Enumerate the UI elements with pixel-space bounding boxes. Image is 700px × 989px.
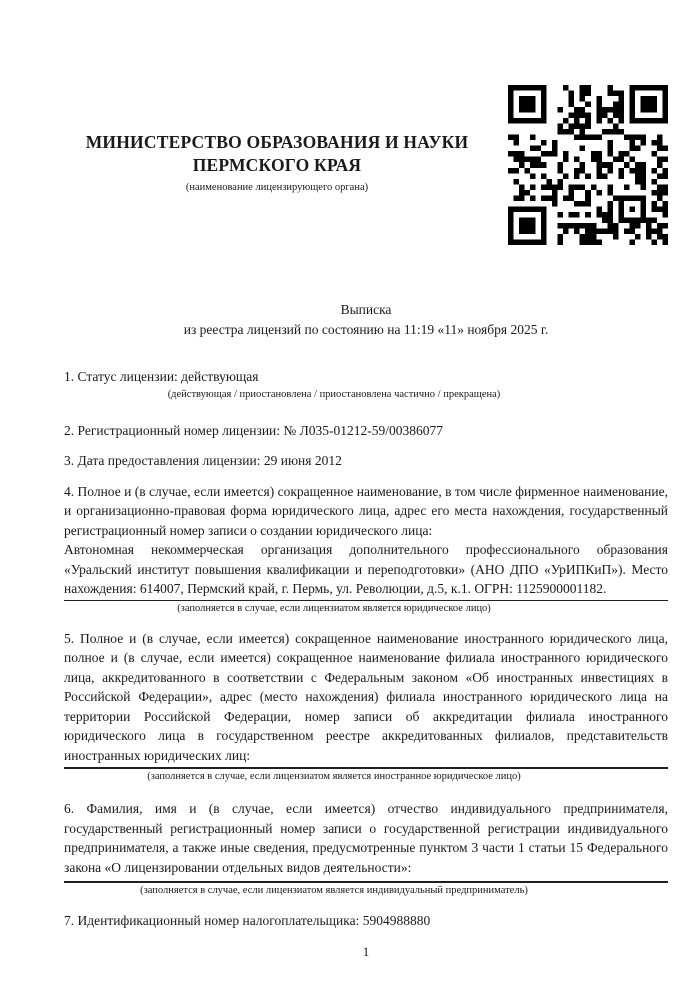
license-status-text: 1. Статус лицензии: действующая (64, 369, 259, 384)
ministry-name-line2: ПЕРМСКОГО КРАЯ (192, 155, 362, 175)
individual-entrepreneur-caption: (заполняется в случае, если лицензиатом является индивидуальный предприниматель) (140, 885, 528, 896)
foreign-entity-caption: (заполняется в случае, если лицензиатом является иностранное юридическое лицо) (147, 771, 521, 782)
foreign-entity-blank-line (64, 767, 668, 769)
registration-number-text: 2. Регистрационный номер лицензии: № Л035-01212-59/00386077 (64, 422, 444, 438)
document-title-line1: Выписка (340, 302, 392, 317)
individual-entrepreneur-blank-line (64, 881, 668, 883)
individual-entrepreneur-question: 6. Фамилия, имя и (в случае, если имеется) отчество индивидуального предпринимателя, государственный регистрационный номер записи о государственной регистрации индивидуального предпринимателя, а также иные сведения, предусмотренные пунктом 3 части 1 статьи 15 Федерального закона «О лицензировании отдельных видов деятельности»: (64, 801, 668, 875)
document-title-line2: из реестра лицензий по состоянию на 11:19 «11» ноября 2025 г. (183, 321, 549, 337)
document-header (64, 85, 668, 245)
license-status-options-caption: (действующая / приостановлена / приостановлена частично / прекращена) (167, 388, 501, 400)
ministry-name-line1: МИНИСТЕРСТВО ОБРАЗОВАНИЯ И НАУКИ (85, 132, 469, 152)
field-license-status (64, 367, 668, 401)
license-grant-date-text: 3. Дата предоставления лицензии: 29 июня 2012 (64, 453, 342, 468)
foreign-entity-question: 5. Полное и (в случае, если имеется) сокращенное наименование иностранного юридического лица, полное и (в случае, если имеется) сокращенное наименование филиала иностранного юридического лица, аккредитованного в соответствии с Федеральным законом «Об иностранных инвестициях в Российской Федерации», адрес (место нахождения) филиала иностранного юридического лица на территории Российской Федерации, номер записи об аккредитации филиала иностранного юридического лица в государственном реестре аккредитованных филиалов, представительств иностранных юридических лиц: (64, 630, 668, 763)
page-number: 1 (362, 943, 370, 959)
qr-code-icon (508, 85, 668, 245)
field-license-grant-date (64, 451, 668, 471)
field-taxpayer-id (64, 911, 668, 931)
field-registration-number (64, 421, 668, 441)
field-legal-entity (64, 482, 668, 615)
field-individual-entrepreneur (64, 799, 668, 897)
ministry-name (64, 131, 490, 177)
legal-entity-question: 4. Полное и (в случае, если имеется) сокращенное наименование, в том числе фирменное наименование, и организационно-правовая форма юридического лица, адрес его места нахождения, государственный регистрационный номер записи о создании юридического лица: (64, 483, 668, 538)
taxpayer-id-text: 7. Идентификационный номер налогоплательщика: 5904988880 (64, 913, 431, 928)
licensing-authority-block (64, 85, 490, 194)
ministry-caption: (наименование лицензирующего органа) (185, 182, 369, 193)
document-title (64, 300, 668, 339)
legal-entity-value: Автономная некоммерческая организация дополнительного профессионального образования «Уральский институт повышения квалификации и переподготовки» (АНО ДПО «УрИПКиП»). Место нахождения: 614007, Пермский край, г. Пермь, ул. Революции, д.5, к.1. ОГРН: 1125900001182. (64, 540, 668, 601)
field-foreign-entity (64, 629, 668, 784)
legal-entity-caption: (заполняется в случае, если лицензиатом является юридическое лицо) (177, 602, 491, 614)
